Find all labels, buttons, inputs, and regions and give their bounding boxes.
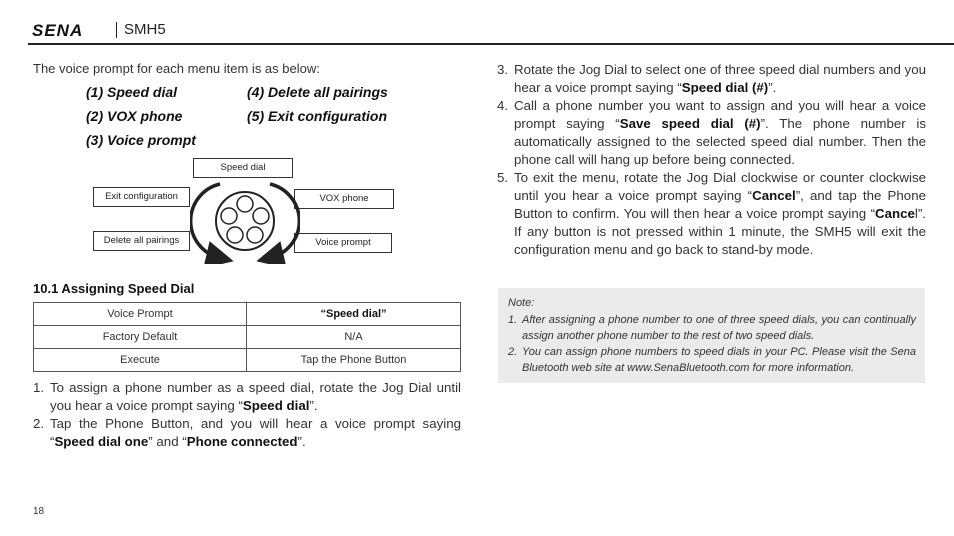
intro-text: The voice prompt for each menu item is as below: (33, 61, 320, 76)
table-cell: N/A (247, 326, 461, 349)
product-name: SMH5 (124, 21, 166, 38)
diagram-exit-configuration: Exit configuration (93, 187, 190, 207)
note-box (498, 288, 925, 383)
step-prompt: Speed dial (242, 398, 310, 413)
left-steps (33, 379, 461, 451)
step-text: Rotate the Jog Dial to select one of three speed dial numbers and you hear a voice prompt saying “ (514, 62, 926, 95)
step-prompt: Phone connected (186, 434, 298, 449)
table-row (34, 326, 461, 349)
table-row (34, 349, 461, 372)
step-3 (497, 61, 926, 97)
menu-item-voice-prompt: (3) Voice prompt (86, 132, 196, 148)
step-prompt: Speed dial one (54, 434, 149, 449)
step-number: 1. (33, 380, 45, 395)
menu-item-speed-dial: (1) Speed dial (86, 84, 178, 100)
step-number: 5. (497, 170, 509, 185)
table-cell: Tap the Phone Button (247, 349, 461, 372)
note-list (508, 312, 916, 376)
step-prompt: Cancel (752, 188, 796, 203)
step-text: Call a phone number you want to assign and you will hear a voice prompt saying “ (514, 98, 926, 131)
speed-dial-table (33, 302, 461, 372)
step-prompt: Save speed dial (#) (619, 116, 761, 131)
page-number: 18 (33, 506, 45, 517)
header-separator (116, 22, 117, 38)
step-5 (497, 169, 926, 259)
table-cell: Factory Default (34, 326, 247, 349)
step-text: ”, and tap the Phone Button to confirm. You will then hear a voice prompt saying “ (514, 188, 926, 221)
step-text: Tap the Phone Button, and you will hear a voice prompt saying “ (50, 416, 461, 449)
step-text: ”. (309, 398, 318, 413)
step-text: ”. The phone number is automatically assigned to the selected speed dial number. Then the phone call will hang up before being connected. (514, 116, 926, 167)
jog-dial-diagram (190, 178, 300, 264)
diagram-delete-all-pairings: Delete all pairings (93, 231, 190, 251)
step-prompt: Speed dial (#) (681, 80, 769, 95)
diagram-speed-dial: Speed dial (193, 158, 293, 178)
table-cell: Voice Prompt (34, 303, 247, 326)
table-cell: Execute (34, 349, 247, 372)
right-steps (497, 61, 926, 259)
step-text: ”. (768, 80, 777, 95)
step-text: l”. If any button is not pressed within 1 minute, the SMH5 will exit the configuration menu and go back to stand-by mode. (514, 206, 926, 257)
step-4 (497, 97, 926, 169)
note-item-1 (508, 312, 916, 344)
step-text: ”. (297, 434, 306, 449)
step-number: 3. (497, 62, 509, 77)
step-1 (33, 379, 461, 415)
menu-item-vox-phone: (2) VOX phone (86, 108, 183, 124)
menu-item-delete-all-pairings: (4) Delete all pairings (247, 84, 388, 100)
note-number: 1. (508, 314, 518, 326)
step-text: ” and “ (148, 434, 187, 449)
sena-logo (32, 22, 110, 43)
sena-logo-mark (32, 22, 110, 38)
step-prompt: Cance (875, 206, 915, 221)
section-title: 10.1 Assigning Speed Dial (33, 281, 195, 296)
note-text: After assigning a phone number to one of three speed dials, you can continually assign another phone number to the rest of two speed dials. (522, 314, 916, 342)
note-title: Note: (508, 297, 535, 309)
menu-item-exit-configuration: (5) Exit configuration (247, 108, 387, 124)
jog-dial-icon (216, 192, 274, 250)
table-cell: “Speed dial” (247, 303, 461, 326)
note-item-2 (508, 344, 916, 376)
note-text: You can assign phone numbers to speed dials in your PC. Please visit the Sena Bluetooth web site at www.SenaBluetooth.com for more information. (522, 346, 916, 374)
header-rule (28, 43, 954, 45)
note-number: 2. (508, 346, 518, 358)
sena-logo-text: SENA (32, 22, 84, 38)
step-text: To exit the menu, rotate the Jog Dial clockwise or counter clockwise until you hear a voice prompt saying “ (514, 170, 926, 203)
table-row (34, 303, 461, 326)
diagram-voice-prompt: Voice prompt (294, 233, 392, 253)
step-number: 2. (33, 416, 45, 431)
step-number: 4. (497, 98, 509, 113)
step-2 (33, 415, 461, 451)
step-text: To assign a phone number as a speed dial, rotate the Jog Dial until you hear a voice prompt saying “ (50, 380, 461, 413)
diagram-vox-phone: VOX phone (294, 189, 394, 209)
